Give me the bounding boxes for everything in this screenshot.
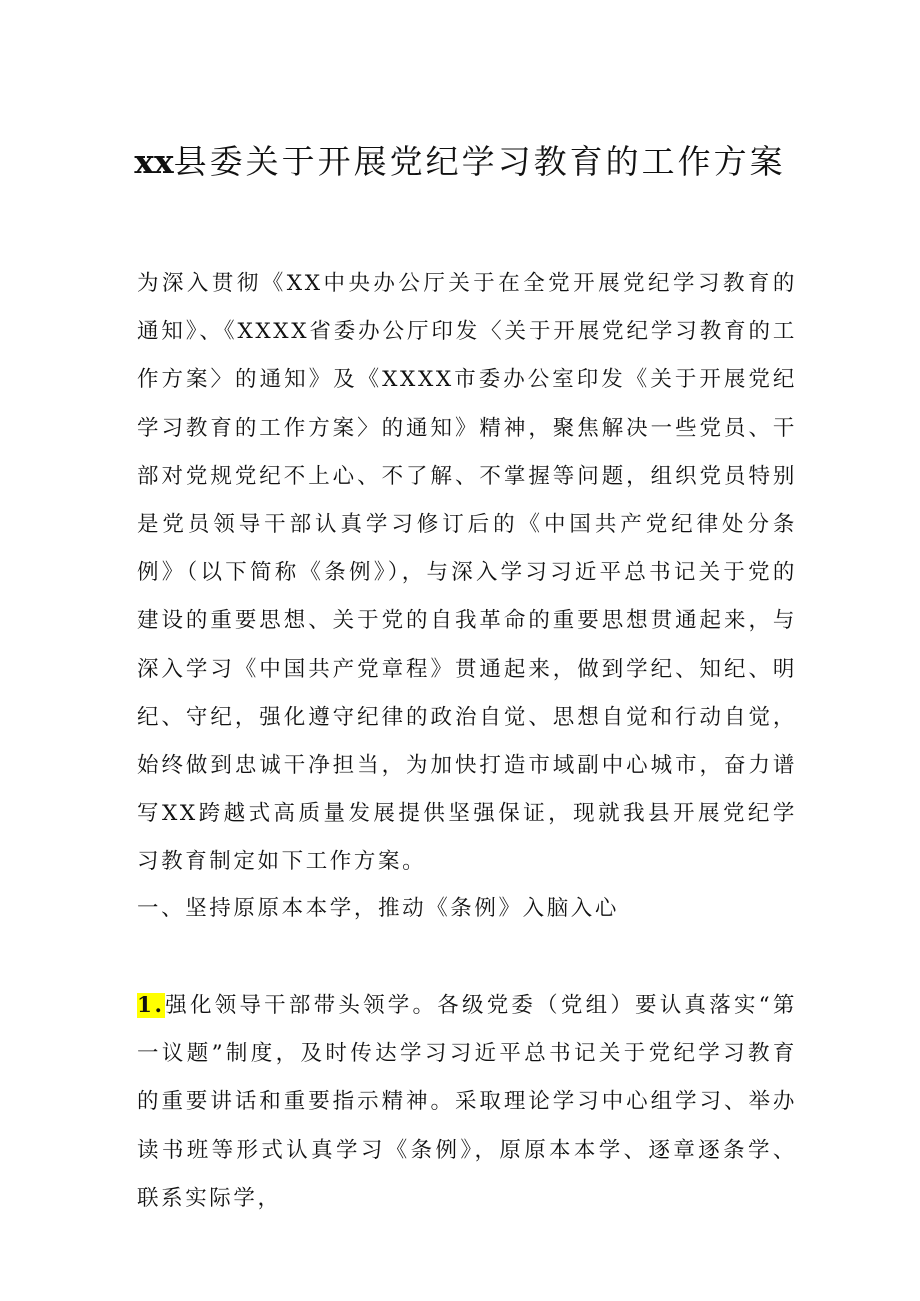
intro-paragraph: 为深入贯彻《XX中央办公厅关于在全党开展党纪学习教育的通知》、《XXXX省委办公厅印发〈关于开展党纪学习教育的工作方案〉的通知》及《XXXX市委办公室印发《关于开展党纪学习教育的工作方案〉的通知》精神，聚焦解决一些党员、干部对党规党纪不上心、不了解、不掌握等问题，组织党员特别是党员领导干部认真学习修订后的《中国共产党纪律处分条例》（以下简称《条例》），与深入学习习近平总书记关于党的建设的重要思想、关于党的自我革命的重要思想贯通起来，与深入学习《中国共产党章程》贯通起来，做到学纪、知纪、明纪、守纪，强化遵守纪律的政治自觉、思想自觉和行动自觉，始终做到忠诚干净担当，为加快打造市域副中心城市，奋力谱写XX跨越式高质量发展提供坚强保证，现就我县开展党纪学习教育制定如下工作方案。 <box>137 271 797 875</box>
item-1-text: 强化领导干部带头领学。各级党委（党组）要认真落实“第一议题”制度，及时传达学习习近平总书记关于党纪学习教育的重要讲话和重要指示精神。采取理论学习中心组学习、举办读书班等形式认真学习《条例》，原原本本学、逐章逐条学、联系实际学， <box>137 993 797 1211</box>
title-main: 县委关于开展党纪学习教育的工作方案 <box>173 142 786 181</box>
section-1-heading: 一、坚持原原本本学，推动《条例》入脑入心 <box>137 896 620 921</box>
item-1-number: 1. <box>137 993 165 1018</box>
title-prefix: xx <box>134 142 174 181</box>
item-1-paragraph <box>137 982 797 1223</box>
document-title <box>0 138 920 186</box>
